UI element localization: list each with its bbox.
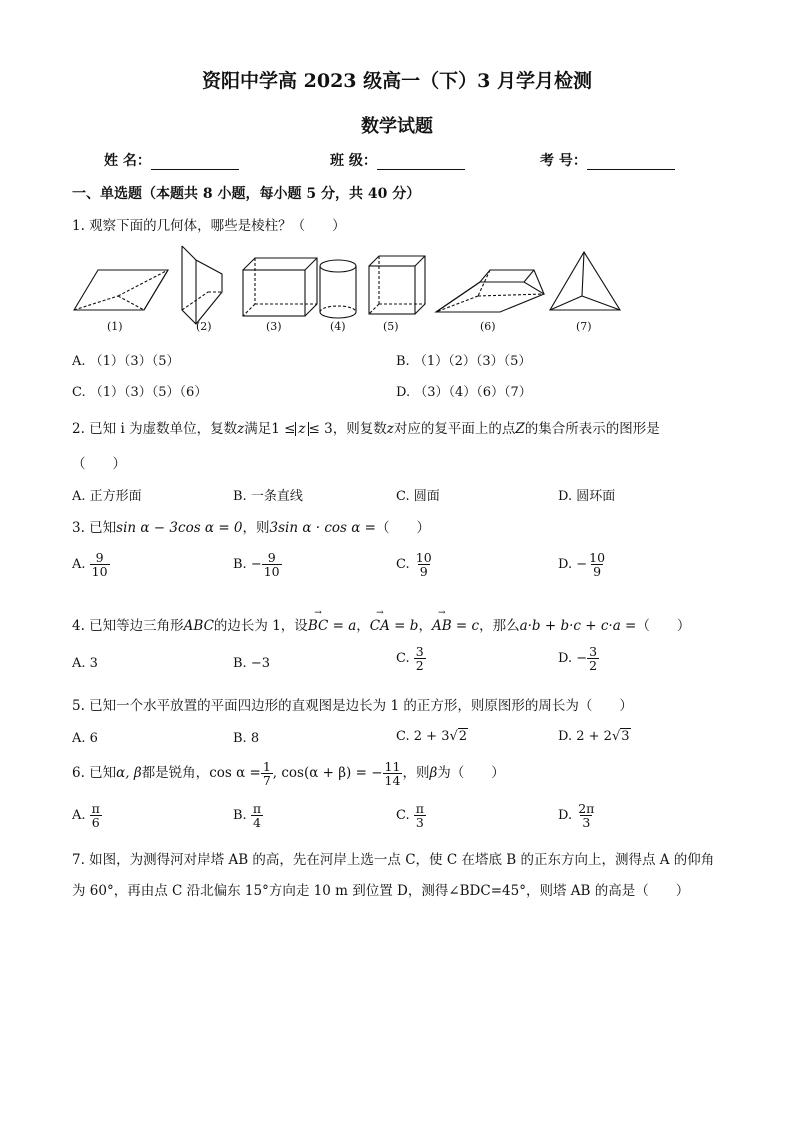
solid-7-tetrahedron	[550, 252, 620, 310]
class-label: 班 级：	[330, 153, 377, 169]
fig-label-6: (6)	[480, 320, 496, 333]
q6-option-a[interactable]: A. $\frac{\pi}{6}$	[72, 801, 100, 831]
q2-stem: 2. 已知 i 为虚数单位，复数z满足1 ≤ z ≤ 3，则复数z对应的复平面上的点Z的集合所表示的图形是	[72, 421, 660, 437]
q1-option-b[interactable]: B. （1）（2）（3）（5）	[396, 354, 532, 369]
q3-option-d[interactable]: D. − $\frac{10}{9}$	[558, 550, 606, 580]
exam-title: 资阳中学高 2023 级高一（下）3 月学月检测	[202, 70, 592, 92]
q1-option-c[interactable]: C. （1）（3）（5）（6）	[72, 385, 208, 400]
q5-option-d[interactable]: D. 2 + 2√3	[558, 729, 630, 744]
solid-1-prism	[74, 270, 168, 310]
q1-solids-figure	[68, 240, 628, 340]
q4-option-d[interactable]: D. − $\frac{3}{2}$	[558, 644, 598, 674]
class-field	[330, 150, 465, 170]
q4-option-a[interactable]: A. 3	[72, 656, 98, 671]
fig-label-5: (5)	[383, 320, 399, 333]
number-label: 考 号：	[540, 153, 587, 169]
solid-3-cuboid	[243, 258, 317, 316]
q2-option-b[interactable]: B. 一条直线	[233, 489, 303, 504]
fig-label-4: (4)	[330, 320, 346, 333]
q2-paren: （ ）	[72, 456, 126, 472]
q4-stem: 4. 已知等边三角形ABC的边长为 1，设→ BC = a，→ CA = b，→ AB = c，那么a·b + b·c + c·a =（ ）	[72, 614, 690, 634]
fig-label-1: (1)	[107, 320, 123, 333]
q2-option-a[interactable]: A. 正方形面	[72, 489, 142, 504]
q2-option-c[interactable]: C. 圆面	[396, 489, 440, 504]
fig-label-7: (7)	[576, 320, 592, 333]
fig-label-3: (3)	[266, 320, 282, 333]
exam-subtitle: 数学试题	[361, 116, 433, 137]
q6-option-d[interactable]: D. $\frac{2\pi}{3}$	[558, 801, 595, 831]
q1-option-a[interactable]: A. （1）（3）（5）	[72, 354, 180, 369]
q6-option-b[interactable]: B. $\frac{\pi}{4}$	[233, 801, 262, 831]
solid-6-frustum	[436, 270, 544, 312]
name-field	[104, 150, 239, 170]
q3-stem: 3. 已知sin α − 3cos α = 0，则3sin α · cos α =（ ）	[72, 520, 430, 536]
q6-stem: 6. 已知α, β都是锐角，cos α = $\frac{1}{7}$ , cos(α + β) = − $\frac{11}{14}$ ，则β为（ ）	[72, 759, 505, 789]
q2-option-d[interactable]: D. 圆环面	[558, 489, 616, 504]
fig-label-2: (2)	[196, 320, 212, 333]
class-blank[interactable]	[377, 155, 465, 170]
q3-option-c[interactable]: C. $\frac{10}{9}$	[396, 550, 432, 580]
q4-option-b[interactable]: B. −3	[233, 656, 270, 671]
name-label: 姓 名：	[104, 153, 151, 169]
q7-stem-line2: 为 60°，再由点 C 沿北偏东 15°方向走 10 m 到位置 D，测得∠BDC=45°，则塔 AB 的高是（ ）	[72, 883, 690, 899]
q1-stem: 1. 观察下面的几何体，哪些是棱柱？（ ）	[72, 218, 346, 234]
q3-option-a[interactable]: A. $\frac{9}{10}$	[72, 550, 108, 580]
name-blank[interactable]	[151, 155, 239, 170]
q5-option-b[interactable]: B. 8	[233, 731, 260, 746]
q3-option-b[interactable]: B. − $\frac{9}{10}$	[233, 550, 280, 580]
q5-option-c[interactable]: C. 2 + 3√2	[396, 729, 468, 744]
number-field	[540, 150, 675, 170]
section-heading: 一、单选题（本题共 8 小题，每小题 5 分，共 40 分）	[72, 186, 421, 202]
q5-option-a[interactable]: A. 6	[72, 731, 98, 746]
solid-5-cube	[369, 256, 425, 314]
solid-4-cylinder	[320, 260, 356, 318]
q4-option-c[interactable]: C. $\frac{3}{2}$	[396, 644, 424, 674]
q1-option-d[interactable]: D. （3）（4）（6）（7）	[396, 385, 532, 400]
q7-stem-line1: 7. 如图，为测得河对岸塔 AB 的高，先在河岸上选一点 C，使 C 在塔底 B 的正东方向上，测得点 A 的仰角	[72, 852, 715, 868]
solid-2	[182, 246, 222, 324]
q5-stem: 5. 已知一个水平放置的平面四边形的直观图是边长为 1 的正方形，则原图形的周长为（ ）	[72, 698, 633, 714]
number-blank[interactable]	[587, 155, 675, 170]
q6-option-c[interactable]: C. $\frac{\pi}{3}$	[396, 801, 424, 831]
